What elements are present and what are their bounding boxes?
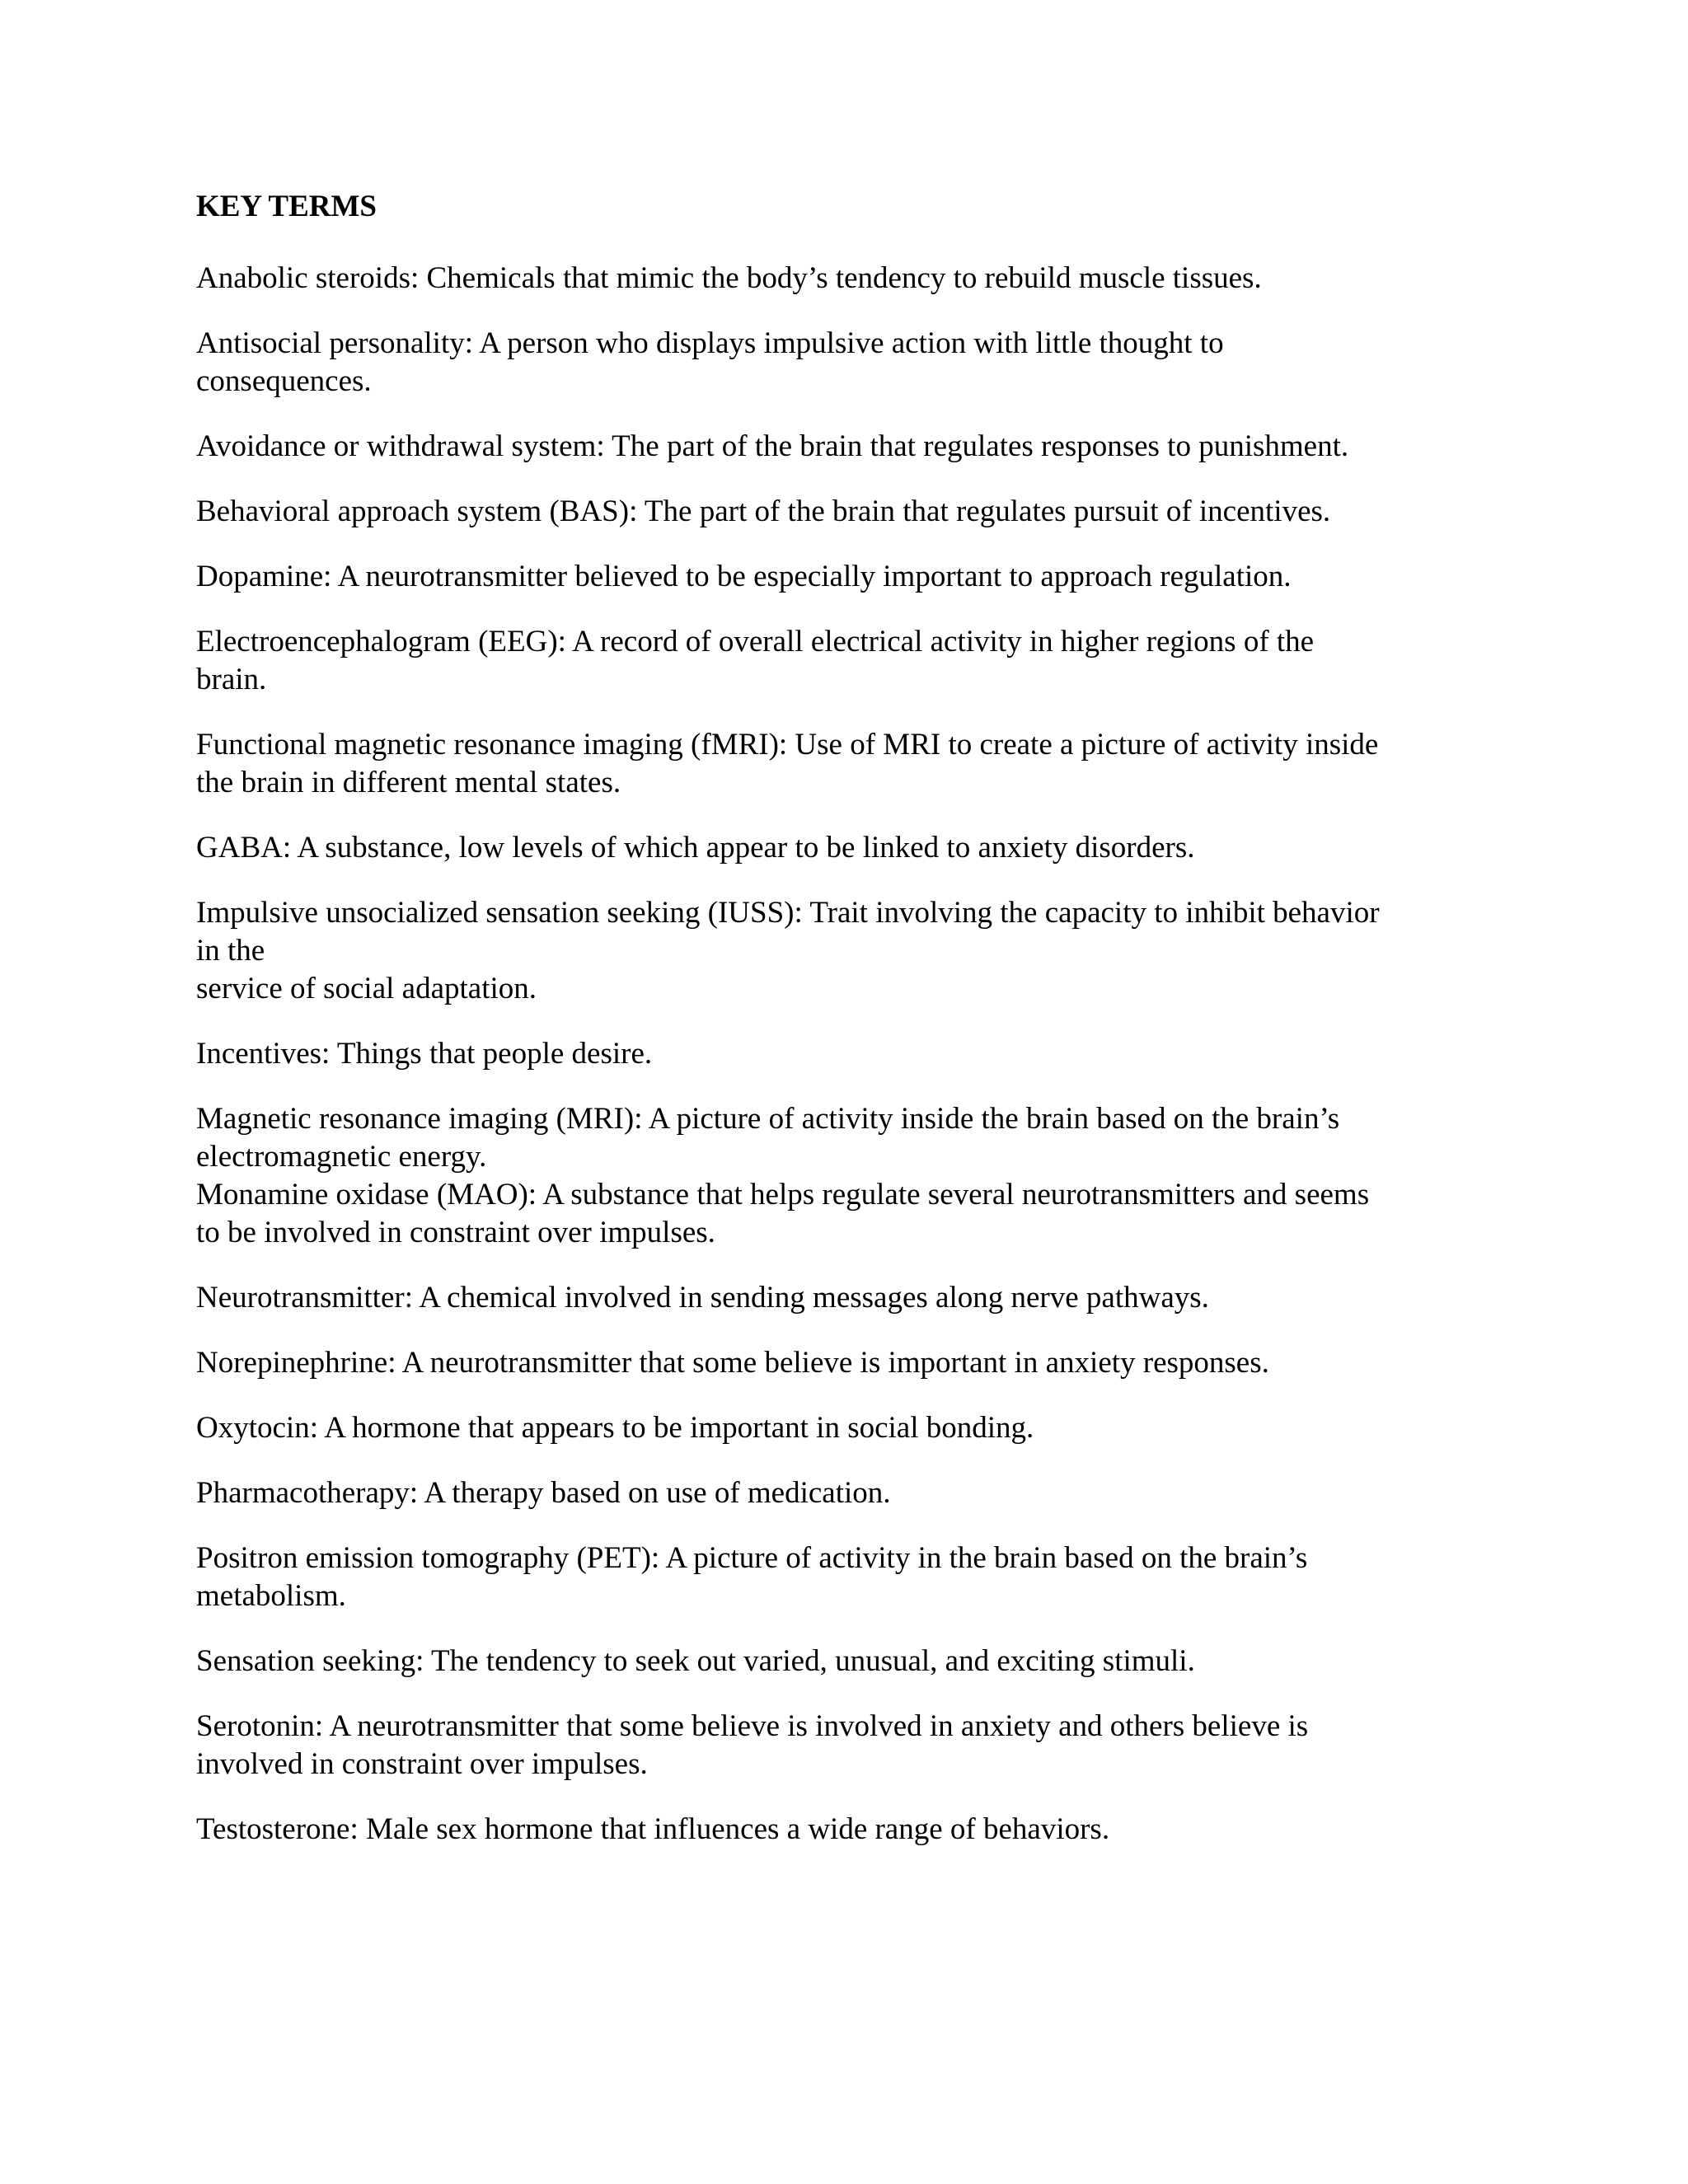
- term-sensation-seeking: Sensation seeking: The tendency to seek out varied, unusual, and exciting stimuli.: [196, 1644, 1195, 1678]
- term-iuss: Impulsive unsocialized sensation seeking (IUSS): Trait involving the capacity to inhibit behavior in the service of social adaptation.: [196, 896, 1380, 1005]
- term-mao: Monamine oxidase (MAO): A substance that helps regulate several neurotransmitters and seems to be involved in constraint over impulses.: [196, 1178, 1370, 1249]
- term-electroencephalogram: Electroencephalogram (EEG): A record of overall electrical activity in higher regions of the brain.: [196, 625, 1315, 696]
- term-testosterone: Testosterone: Male sex hormone that influences a wide range of behaviors.: [196, 1812, 1110, 1846]
- term-pharmacotherapy: Pharmacotherapy: A therapy based on use of medication.: [196, 1476, 891, 1510]
- term-incentives: Incentives: Things that people desire.: [196, 1037, 653, 1071]
- term-anabolic-steroids: Anabolic steroids: Chemicals that mimic the body’s tendency to rebuild muscle tissues.: [196, 261, 1262, 295]
- term-avoidance-system: Avoidance or withdrawal system: The part of the brain that regulates responses to punishment.: [196, 429, 1349, 463]
- term-fmri: Functional magnetic resonance imaging (fMRI): Use of MRI to create a picture of activity inside the brain in different mental states.: [196, 728, 1379, 799]
- term-serotonin: Serotonin: A neurotransmitter that some believe is involved in anxiety and others believe is involved in constraint over impulses.: [196, 1709, 1309, 1781]
- page-heading: KEY TERMS: [196, 190, 377, 223]
- term-oxytocin: Oxytocin: A hormone that appears to be important in social bonding.: [196, 1411, 1034, 1445]
- term-antisocial-personality: Antisocial personality: A person who displays impulsive action with little thought to consequences.: [196, 326, 1224, 398]
- term-norepinephrine: Norepinephrine: A neurotransmitter that some believe is important in anxiety responses.: [196, 1346, 1269, 1380]
- term-neurotransmitter: Neurotransmitter: A chemical involved in sending messages along nerve pathways.: [196, 1281, 1209, 1315]
- term-dopamine: Dopamine: A neurotransmitter believed to be especially important to approach regulation.: [196, 560, 1292, 593]
- term-behavioral-approach-system: Behavioral approach system (BAS): The part of the brain that regulates pursuit of incentives.: [196, 494, 1331, 528]
- document-page: [196, 188, 1515, 1876]
- term-mri: Magnetic resonance imaging (MRI): A picture of activity inside the brain based on the brain’s electromagnetic energy.: [196, 1102, 1340, 1174]
- term-gaba: GABA: A substance, low levels of which appear to be linked to anxiety disorders.: [196, 831, 1195, 865]
- term-pet: Positron emission tomography (PET): A picture of activity in the brain based on the brain’s metabolism.: [196, 1541, 1308, 1613]
